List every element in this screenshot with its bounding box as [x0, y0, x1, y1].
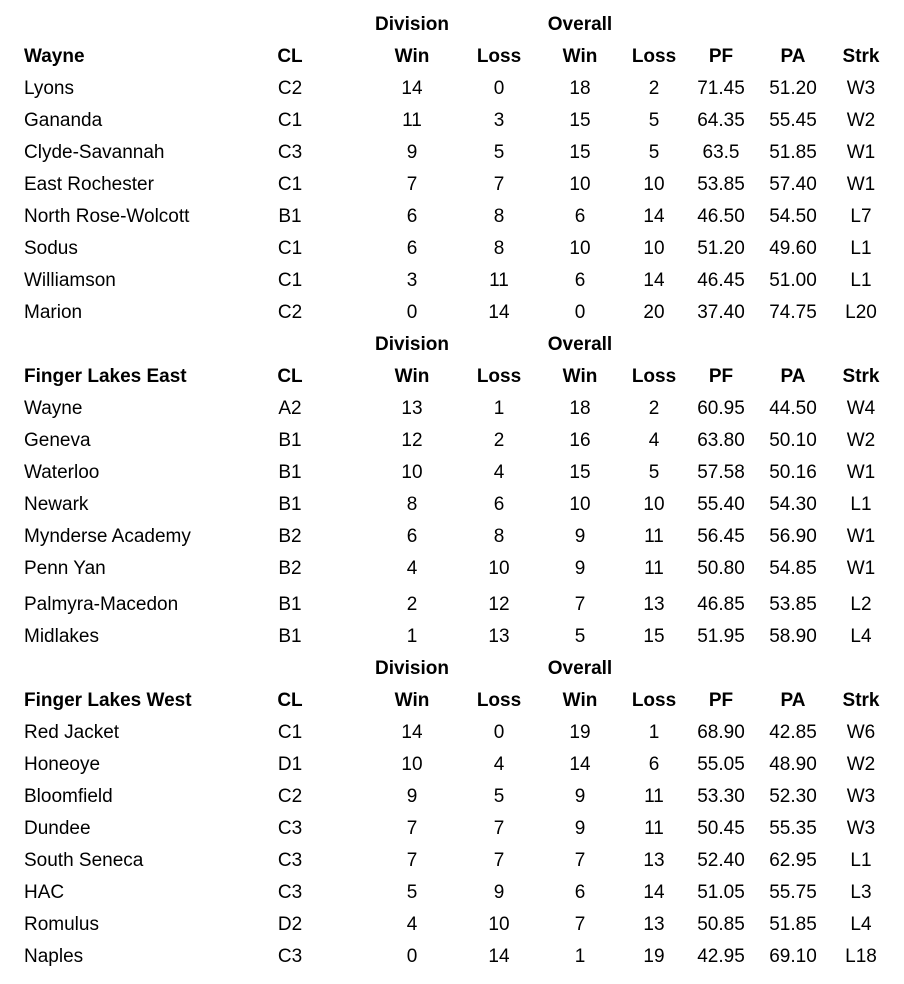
group-header-row [0, 329, 904, 361]
team-name: Geneva [24, 430, 91, 451]
team-name: East Rochester [24, 174, 154, 195]
table-row [0, 909, 904, 941]
points-for: 57.58 [697, 462, 745, 483]
points-for: 68.90 [697, 722, 745, 743]
division-losses: 7 [493, 818, 505, 839]
overall-losses: 13 [643, 850, 665, 871]
division-wins: 0 [406, 946, 418, 967]
streak: L2 [850, 594, 872, 615]
team-name: Sodus [24, 238, 78, 259]
division-wins: 14 [401, 722, 423, 743]
table-row [0, 105, 904, 137]
overall-wins: 9 [574, 526, 586, 547]
overall-losses: 5 [648, 110, 660, 131]
table-row [0, 589, 904, 621]
column-header-overall-wins: Win [562, 46, 598, 67]
team-name: Red Jacket [24, 722, 120, 743]
column-header-division-losses: Loss [476, 366, 522, 387]
class: B1 [278, 462, 302, 483]
class: C2 [277, 302, 303, 323]
table-row [0, 553, 904, 585]
points-against: 54.30 [769, 494, 817, 515]
column-header-division-losses: Loss [476, 690, 522, 711]
column-header-points-against: PA [780, 46, 806, 67]
division-wins: 7 [406, 850, 418, 871]
team-name: Gananda [24, 110, 103, 131]
division-group-label: Division [375, 334, 449, 355]
streak: W2 [846, 754, 876, 775]
overall-losses: 11 [644, 526, 664, 547]
division-losses: 10 [488, 914, 510, 935]
points-for: 56.45 [697, 526, 745, 547]
table-row [0, 265, 904, 297]
division-losses: 5 [493, 142, 505, 163]
division-losses: 8 [493, 206, 505, 227]
table-row [0, 877, 904, 909]
division-wins: 7 [406, 174, 418, 195]
overall-wins: 10 [569, 494, 591, 515]
division-wins: 7 [406, 818, 418, 839]
streak: L1 [850, 238, 872, 259]
overall-losses: 14 [643, 882, 665, 903]
points-for: 51.95 [697, 626, 745, 647]
division-losses: 6 [493, 494, 505, 515]
division-wins: 2 [406, 594, 418, 615]
points-for: 46.85 [697, 594, 745, 615]
points-against: 54.85 [769, 558, 817, 579]
class: C1 [277, 722, 303, 743]
streak: L1 [850, 850, 872, 871]
streak: W1 [846, 142, 876, 163]
streak: L20 [845, 302, 877, 323]
division-wins: 6 [406, 206, 418, 227]
group-header-row [0, 9, 904, 41]
division-wins: 5 [406, 882, 418, 903]
column-header-overall-losses: Loss [631, 366, 677, 387]
overall-losses: 15 [643, 626, 665, 647]
class: C2 [277, 786, 303, 807]
table-row [0, 457, 904, 489]
overall-group-label: Overall [547, 658, 613, 679]
division-wins: 6 [406, 526, 418, 547]
class: B2 [278, 558, 302, 579]
overall-wins: 10 [569, 238, 591, 259]
column-header-row [0, 361, 904, 393]
division-wins: 12 [401, 430, 423, 451]
division-losses: 7 [493, 850, 505, 871]
overall-losses: 2 [648, 398, 660, 419]
overall-losses: 11 [644, 818, 664, 839]
overall-losses: 5 [648, 462, 660, 483]
class: A2 [278, 398, 302, 419]
column-header-points-for: PF [708, 46, 734, 67]
table-row [0, 621, 904, 653]
division-wins: 14 [401, 78, 423, 99]
points-for: 64.35 [697, 110, 745, 131]
team-name: Dundee [24, 818, 91, 839]
division-losses: 2 [493, 430, 505, 451]
points-for: 63.5 [702, 142, 740, 163]
division-losses: 4 [493, 754, 505, 775]
division-wins: 10 [401, 754, 423, 775]
table-row [0, 717, 904, 749]
streak: W2 [846, 430, 876, 451]
division-losses: 8 [493, 238, 505, 259]
points-against: 62.95 [769, 850, 817, 871]
points-for: 42.95 [697, 946, 745, 967]
division-name: Finger Lakes West [24, 690, 192, 711]
streak: W3 [846, 786, 876, 807]
points-against: 50.10 [769, 430, 817, 451]
overall-losses: 10 [643, 174, 665, 195]
overall-losses: 5 [648, 142, 660, 163]
points-against: 55.75 [769, 882, 817, 903]
streak: L7 [850, 206, 872, 227]
points-for: 37.40 [697, 302, 745, 323]
division-losses: 0 [493, 722, 505, 743]
points-against: 51.00 [769, 270, 817, 291]
overall-wins: 0 [574, 302, 586, 323]
streak: W1 [846, 462, 876, 483]
streak: W3 [846, 78, 876, 99]
streak: W3 [846, 818, 876, 839]
column-header-division-wins: Win [394, 690, 430, 711]
column-header-division-wins: Win [394, 46, 430, 67]
class: C2 [277, 78, 303, 99]
division-losses: 12 [488, 594, 510, 615]
points-against: 53.85 [769, 594, 817, 615]
division-wins: 1 [406, 626, 418, 647]
overall-group-label: Overall [547, 334, 613, 355]
division-wins: 13 [401, 398, 423, 419]
class: C3 [277, 850, 303, 871]
table-row [0, 941, 904, 973]
overall-wins: 14 [569, 754, 591, 775]
table-row [0, 781, 904, 813]
table-row [0, 845, 904, 877]
team-name: Wayne [24, 398, 83, 419]
division-name: Finger Lakes East [24, 366, 187, 387]
division-losses: 3 [493, 110, 505, 131]
points-for: 55.40 [697, 494, 745, 515]
class: C3 [277, 818, 303, 839]
division-wins: 9 [406, 142, 418, 163]
overall-wins: 5 [574, 626, 586, 647]
team-name: Marion [24, 302, 83, 323]
class: B1 [278, 206, 302, 227]
team-name: North Rose-Wolcott [24, 206, 190, 227]
points-for: 50.85 [697, 914, 745, 935]
team-name: Waterloo [24, 462, 100, 483]
overall-losses: 19 [643, 946, 665, 967]
overall-wins: 7 [574, 594, 586, 615]
points-for: 53.30 [697, 786, 745, 807]
points-against: 69.10 [769, 946, 817, 967]
division-wins: 9 [406, 786, 418, 807]
class: C1 [277, 110, 303, 131]
column-header-points-against: PA [780, 366, 806, 387]
team-name: Penn Yan [24, 558, 106, 579]
division-wins: 3 [406, 270, 418, 291]
table-row [0, 169, 904, 201]
division-wins: 6 [406, 238, 418, 259]
table-row [0, 201, 904, 233]
division-losses: 4 [493, 462, 505, 483]
streak: W4 [846, 398, 876, 419]
streak: W1 [846, 526, 876, 547]
overall-losses: 10 [643, 238, 665, 259]
overall-losses: 4 [648, 430, 660, 451]
points-against: 51.20 [769, 78, 817, 99]
class: B1 [278, 494, 302, 515]
division-losses: 1 [493, 398, 505, 419]
table-row [0, 749, 904, 781]
overall-losses: 10 [643, 494, 665, 515]
streak: L4 [850, 626, 872, 647]
overall-wins: 9 [574, 786, 586, 807]
team-name: Williamson [24, 270, 116, 291]
points-against: 56.90 [769, 526, 817, 547]
division-losses: 14 [488, 946, 510, 967]
points-against: 48.90 [769, 754, 817, 775]
streak: L18 [845, 946, 877, 967]
column-header-division-losses: Loss [476, 46, 522, 67]
points-against: 55.35 [769, 818, 817, 839]
table-row [0, 393, 904, 425]
overall-wins: 19 [569, 722, 591, 743]
column-header-class: CL [277, 366, 303, 387]
overall-losses: 1 [648, 722, 660, 743]
streak: W2 [846, 110, 876, 131]
overall-wins: 18 [569, 398, 591, 419]
streak: L1 [850, 270, 872, 291]
team-name: Romulus [24, 914, 99, 935]
class: C3 [277, 142, 303, 163]
points-for: 71.45 [697, 78, 745, 99]
division-losses: 8 [493, 526, 505, 547]
points-against: 44.50 [769, 398, 817, 419]
team-name: Midlakes [24, 626, 99, 647]
overall-wins: 7 [574, 850, 586, 871]
column-header-division-wins: Win [394, 366, 430, 387]
division-wins: 11 [402, 110, 422, 131]
column-header-points-for: PF [708, 690, 734, 711]
points-against: 49.60 [769, 238, 817, 259]
overall-losses: 6 [648, 754, 660, 775]
streak: L3 [850, 882, 872, 903]
class: B1 [278, 594, 302, 615]
overall-wins: 1 [574, 946, 586, 967]
division-wins: 0 [406, 302, 418, 323]
points-against: 51.85 [769, 142, 817, 163]
team-name: Clyde-Savannah [24, 142, 165, 163]
division-losses: 10 [488, 558, 510, 579]
points-against: 42.85 [769, 722, 817, 743]
points-against: 55.45 [769, 110, 817, 131]
points-for: 60.95 [697, 398, 745, 419]
points-for: 50.45 [697, 818, 745, 839]
division-wins: 4 [406, 558, 418, 579]
class: C1 [277, 270, 303, 291]
team-name: Newark [24, 494, 89, 515]
overall-losses: 14 [643, 206, 665, 227]
division-name: Wayne [24, 46, 85, 67]
points-against: 58.90 [769, 626, 817, 647]
points-for: 63.80 [697, 430, 745, 451]
overall-wins: 9 [574, 818, 586, 839]
column-header-class: CL [277, 690, 303, 711]
table-row [0, 137, 904, 169]
team-name: Honeoye [24, 754, 101, 775]
column-header-overall-losses: Loss [631, 690, 677, 711]
column-header-row [0, 685, 904, 717]
class: B1 [278, 430, 302, 451]
division-losses: 7 [493, 174, 505, 195]
streak: W6 [846, 722, 876, 743]
column-header-streak: Strk [842, 46, 880, 67]
overall-losses: 11 [644, 786, 664, 807]
streak: W1 [846, 174, 876, 195]
overall-losses: 2 [648, 78, 660, 99]
table-row [0, 425, 904, 457]
points-for: 51.05 [697, 882, 745, 903]
overall-losses: 11 [644, 558, 664, 579]
overall-wins: 10 [569, 174, 591, 195]
division-losses: 0 [493, 78, 505, 99]
division-losses: 11 [489, 270, 509, 291]
points-against: 51.85 [769, 914, 817, 935]
class: C1 [277, 238, 303, 259]
division-losses: 13 [488, 626, 510, 647]
overall-losses: 13 [643, 594, 665, 615]
division-wins: 8 [406, 494, 418, 515]
points-against: 50.16 [769, 462, 817, 483]
streak: L1 [850, 494, 872, 515]
points-against: 54.50 [769, 206, 817, 227]
column-header-row [0, 41, 904, 73]
points-for: 46.45 [697, 270, 745, 291]
overall-wins: 7 [574, 914, 586, 935]
overall-wins: 15 [569, 142, 591, 163]
division-group-label: Division [375, 658, 449, 679]
column-header-points-against: PA [780, 690, 806, 711]
class: B2 [278, 526, 302, 547]
points-for: 50.80 [697, 558, 745, 579]
division-losses: 5 [493, 786, 505, 807]
class: D2 [277, 914, 303, 935]
column-header-overall-losses: Loss [631, 46, 677, 67]
streak: W1 [846, 558, 876, 579]
team-name: Naples [24, 946, 84, 967]
overall-wins: 15 [569, 462, 591, 483]
division-losses: 9 [493, 882, 505, 903]
overall-losses: 14 [643, 270, 665, 291]
column-header-streak: Strk [842, 690, 880, 711]
overall-wins: 6 [574, 882, 586, 903]
points-against: 74.75 [769, 302, 817, 323]
class: C3 [277, 882, 303, 903]
team-name: Lyons [24, 78, 74, 99]
column-header-streak: Strk [842, 366, 880, 387]
streak: L4 [850, 914, 872, 935]
team-name: Palmyra-Macedon [24, 594, 179, 615]
table-row [0, 233, 904, 265]
column-header-points-for: PF [708, 366, 734, 387]
points-against: 57.40 [769, 174, 817, 195]
division-wins: 4 [406, 914, 418, 935]
points-for: 53.85 [697, 174, 745, 195]
overall-losses: 20 [643, 302, 665, 323]
points-for: 55.05 [697, 754, 745, 775]
column-header-overall-wins: Win [562, 366, 598, 387]
team-name: South Seneca [24, 850, 144, 871]
team-name: Mynderse Academy [24, 526, 191, 547]
group-header-row [0, 653, 904, 685]
division-wins: 10 [401, 462, 423, 483]
points-against: 52.30 [769, 786, 817, 807]
table-row [0, 297, 904, 329]
class: C3 [277, 946, 303, 967]
class: D1 [277, 754, 303, 775]
overall-wins: 16 [569, 430, 591, 451]
points-for: 46.50 [697, 206, 745, 227]
team-name: HAC [24, 882, 65, 903]
overall-wins: 6 [574, 270, 586, 291]
class: B1 [278, 626, 302, 647]
table-row [0, 489, 904, 521]
class: C1 [277, 174, 303, 195]
overall-wins: 15 [569, 110, 591, 131]
team-name: Bloomfield [24, 786, 113, 807]
column-header-overall-wins: Win [562, 690, 598, 711]
overall-wins: 6 [574, 206, 586, 227]
division-group-label: Division [375, 14, 449, 35]
overall-losses: 13 [643, 914, 665, 935]
column-header-class: CL [277, 46, 303, 67]
points-for: 52.40 [697, 850, 745, 871]
division-losses: 14 [488, 302, 510, 323]
overall-wins: 9 [574, 558, 586, 579]
overall-wins: 18 [569, 78, 591, 99]
table-row [0, 73, 904, 105]
table-row [0, 813, 904, 845]
overall-group-label: Overall [547, 14, 613, 35]
points-for: 51.20 [697, 238, 745, 259]
table-row [0, 521, 904, 553]
